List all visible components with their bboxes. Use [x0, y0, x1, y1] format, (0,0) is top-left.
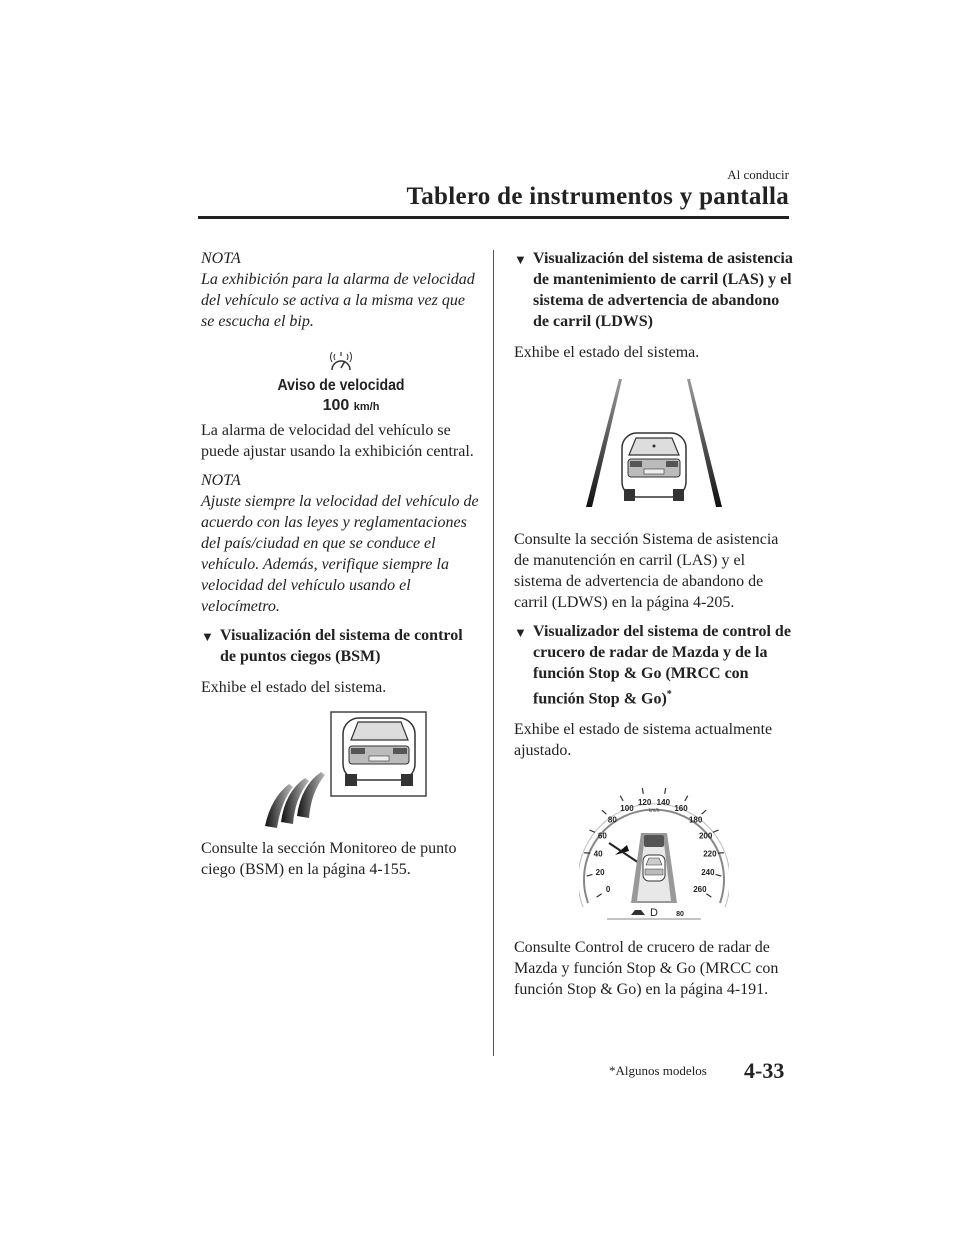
gauge-tick: [597, 894, 602, 897]
paragraph: La alarma de velocidad del vehículo se puede ajustar usando la exhibición central.: [201, 422, 474, 460]
gauge-tick-label: 180: [688, 815, 703, 825]
las-illustration: [584, 377, 724, 517]
section-heading-mrcc: [514, 621, 794, 709]
gauge-tick-label: 80: [607, 815, 617, 825]
gauge-tick: [665, 788, 666, 794]
paragraph: Consulte la sección Sistema de asistencia de manutención en carril (LAS) y el sistema de advertencia de abandono de carril (LDWS) en la página 4-205.: [514, 531, 779, 611]
gauge-unit: km/h: [648, 808, 660, 815]
gauge-tick: [587, 875, 593, 877]
left-column: [201, 248, 481, 880]
gear-indicator: D: [650, 907, 658, 920]
speed-warning-label: Aviso de velocidad: [277, 377, 405, 394]
gauge-tick-label: 140: [656, 798, 671, 808]
gauge-tick-label: 60: [597, 831, 607, 841]
gauge-tick-label: 40: [593, 849, 603, 859]
gauge-tick: [602, 811, 606, 815]
section-heading-las: [514, 248, 794, 332]
column-divider: [493, 250, 494, 1056]
gauge-tick-label: 120: [637, 798, 652, 808]
paragraph: Consulte Control de crucero de radar de Mazda y función Stop & Go (MRCC con función Stop & Go) en la página 4-191.: [514, 939, 779, 999]
paragraph: Exhibe el estado del sistema.: [514, 344, 700, 361]
gauge-tick-label: 0: [605, 885, 611, 895]
triangle-icon: ▼: [201, 629, 214, 644]
page-number: 4-33: [744, 1058, 785, 1083]
header-rule: [198, 216, 789, 219]
footnote-mark: *: [666, 689, 672, 700]
speed-unit: km/h: [353, 401, 380, 413]
paragraph: Consulte la sección Monitoreo de punto ciego (BSM) en la página 4-155.: [201, 840, 457, 878]
nota-text: La exhibición para la alarma de velocidad del vehículo se activa a la misma vez que se escucha el bip.: [201, 271, 475, 330]
speed-alarm-icon: [321, 348, 361, 376]
triangle-icon: ▼: [514, 252, 527, 267]
gauge-tick: [702, 811, 706, 815]
gauge-tick: [716, 875, 722, 877]
paragraph: Exhibe el estado del sistema.: [201, 679, 387, 696]
right-column: [514, 248, 794, 1000]
bsm-illustration: [241, 710, 441, 830]
section-heading-bsm: [201, 625, 481, 667]
speed-warning-value: [201, 396, 481, 417]
gauge-tick: [589, 830, 595, 832]
gauge-tick-label: 220: [703, 849, 717, 859]
mrcc-speedometer: [579, 777, 729, 927]
speed-value: 100: [322, 397, 350, 414]
section-heading-text: Visualizador del sistema de control de crucero de radar de Mazda y de la función Stop & Go (MRCC con función Stop & Go): [533, 623, 791, 708]
gauge-tick-label: 260: [693, 885, 707, 895]
gauge-tick-label: 200: [698, 831, 713, 841]
set-speed: 80: [676, 911, 684, 919]
gauge-tick: [713, 830, 719, 832]
gauge-tick-label: 160: [674, 804, 688, 814]
section-heading-text: Visualización del sistema de control de puntos ciegos (BSM): [220, 627, 463, 665]
gauge-tick: [706, 894, 711, 897]
gauge-tick: [642, 788, 643, 794]
page-title: Tablero de instrumentos y pantalla: [406, 183, 789, 210]
footnote: *Algunos modelos: [609, 1063, 707, 1078]
gauge-tick-label: 100: [620, 804, 634, 814]
gauge-tick: [685, 796, 688, 801]
triangle-icon: ▼: [514, 625, 527, 640]
section-heading-text: Visualización del sistema de asistencia de mantenimiento de carril (LAS) y el sistema de advertencia de abandono de carril (LDWS): [533, 250, 793, 330]
gauge-tick-label: 20: [595, 868, 605, 878]
nota-text: Ajuste siempre la velocidad del vehículo de acuerdo con las leyes y reglamentaciones del país/ciudad en que se conduce el vehículo. Además, verifique siempre la velocidad del vehículo usando el velocímetro.: [201, 493, 479, 615]
gauge-tick-label: 240: [701, 868, 715, 878]
nota-heading: NOTA: [201, 250, 241, 267]
header-section-label: Al conducir: [727, 167, 789, 182]
nota-heading: NOTA: [201, 472, 241, 489]
gauge-tick: [620, 796, 623, 801]
paragraph: Exhibe el estado de sistema actualmente ajustado.: [514, 721, 773, 760]
